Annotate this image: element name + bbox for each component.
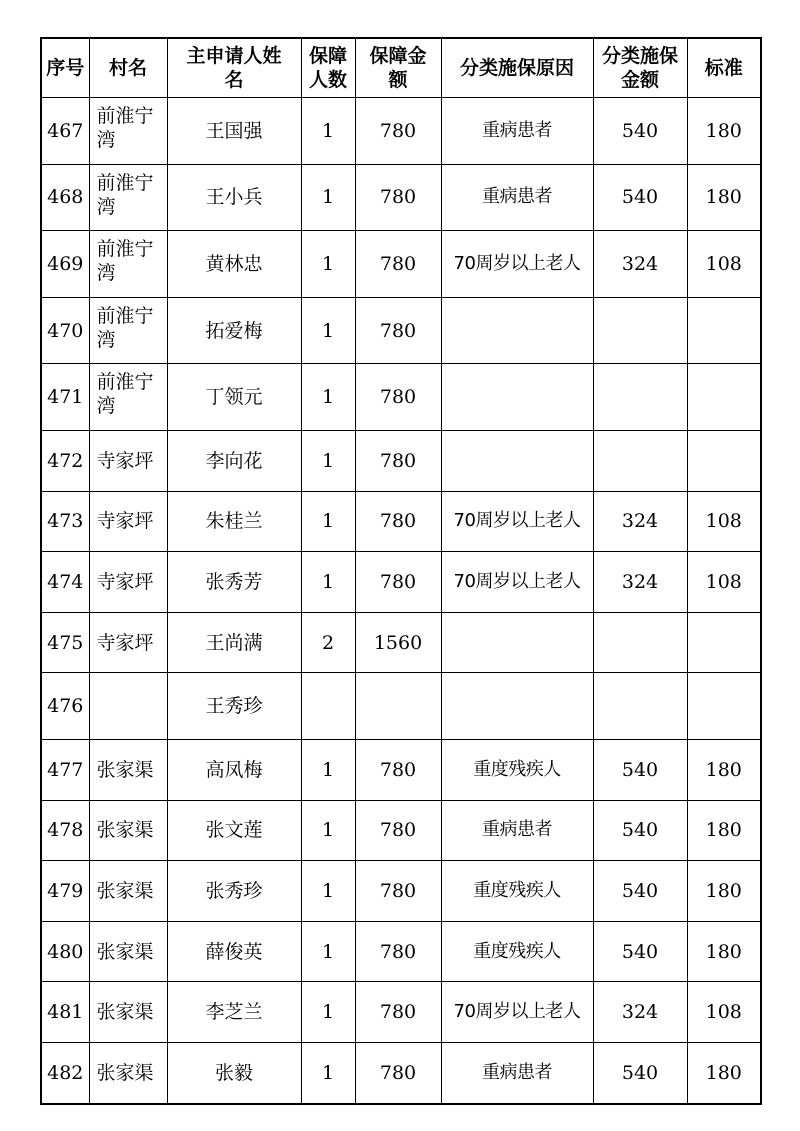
cell-amount: 780 xyxy=(355,982,441,1043)
cell-seq: 475 xyxy=(41,612,89,673)
cell-amount: 780 xyxy=(355,98,441,165)
table-row xyxy=(41,1042,761,1103)
table-row xyxy=(41,921,761,982)
cell-seq: 477 xyxy=(41,739,89,800)
cell-amount: 780 xyxy=(355,800,441,861)
cell-class-amount xyxy=(593,430,687,491)
header-row xyxy=(41,38,761,98)
cell-amount: 780 xyxy=(355,1042,441,1103)
cell-reason: 重度残疾人 xyxy=(441,739,593,800)
cell-village: 寺家坪 xyxy=(89,552,167,613)
cell-village: 张家渠 xyxy=(89,861,167,922)
cell-village: 张家渠 xyxy=(89,1042,167,1103)
cell-village: 寺家坪 xyxy=(89,491,167,552)
cell-reason: 重度残疾人 xyxy=(441,921,593,982)
cell-applicant: 朱桂兰 xyxy=(167,491,301,552)
header-class-amount: 分类施保金额 xyxy=(593,38,687,98)
cell-class-amount xyxy=(593,612,687,673)
cell-reason: 重病患者 xyxy=(441,1042,593,1103)
cell-village: 张家渠 xyxy=(89,982,167,1043)
cell-seq: 469 xyxy=(41,231,89,298)
cell-reason: 重度残疾人 xyxy=(441,861,593,922)
cell-applicant: 王秀珍 xyxy=(167,673,301,740)
cell-standard: 108 xyxy=(687,231,761,298)
cell-reason: 70周岁以上老人 xyxy=(441,982,593,1043)
cell-class-amount: 324 xyxy=(593,982,687,1043)
table-row xyxy=(41,231,761,298)
cell-standard: 180 xyxy=(687,98,761,165)
cell-standard xyxy=(687,430,761,491)
cell-class-amount: 540 xyxy=(593,98,687,165)
cell-persons xyxy=(301,673,355,740)
cell-class-amount xyxy=(593,364,687,431)
cell-amount: 780 xyxy=(355,739,441,800)
cell-seq: 482 xyxy=(41,1042,89,1103)
cell-persons: 1 xyxy=(301,491,355,552)
cell-class-amount xyxy=(593,673,687,740)
cell-village: 前淮宁湾 xyxy=(89,297,167,364)
cell-seq: 467 xyxy=(41,98,89,165)
cell-class-amount: 540 xyxy=(593,739,687,800)
header-reason: 分类施保原因 xyxy=(441,38,593,98)
cell-persons: 1 xyxy=(301,982,355,1043)
cell-amount: 780 xyxy=(355,364,441,431)
cell-standard: 180 xyxy=(687,800,761,861)
cell-applicant: 王小兵 xyxy=(167,164,301,231)
cell-class-amount: 540 xyxy=(593,1042,687,1103)
cell-village: 寺家坪 xyxy=(89,430,167,491)
cell-applicant: 王国强 xyxy=(167,98,301,165)
cell-applicant: 张秀珍 xyxy=(167,861,301,922)
cell-village: 前淮宁湾 xyxy=(89,231,167,298)
cell-seq: 474 xyxy=(41,552,89,613)
cell-class-amount: 540 xyxy=(593,861,687,922)
table-row xyxy=(41,739,761,800)
cell-amount: 780 xyxy=(355,164,441,231)
cell-class-amount xyxy=(593,297,687,364)
cell-village: 寺家坪 xyxy=(89,612,167,673)
header-applicant: 主申请人姓名 xyxy=(167,38,301,98)
cell-amount: 780 xyxy=(355,861,441,922)
table-row xyxy=(41,612,761,673)
cell-amount: 780 xyxy=(355,491,441,552)
cell-seq: 470 xyxy=(41,297,89,364)
header-seq: 序号 xyxy=(41,38,89,98)
cell-persons: 1 xyxy=(301,739,355,800)
header-persons: 保障人数 xyxy=(301,38,355,98)
cell-reason xyxy=(441,297,593,364)
cell-persons: 1 xyxy=(301,98,355,165)
table-row xyxy=(41,982,761,1043)
cell-standard: 180 xyxy=(687,1042,761,1103)
cell-applicant: 李向花 xyxy=(167,430,301,491)
cell-reason xyxy=(441,673,593,740)
cell-applicant: 丁领元 xyxy=(167,364,301,431)
table-row xyxy=(41,800,761,861)
assistance-table xyxy=(40,37,762,1105)
table-row xyxy=(41,364,761,431)
cell-applicant: 张毅 xyxy=(167,1042,301,1103)
cell-seq: 481 xyxy=(41,982,89,1043)
cell-persons: 1 xyxy=(301,800,355,861)
cell-reason xyxy=(441,612,593,673)
cell-standard: 180 xyxy=(687,164,761,231)
cell-amount: 780 xyxy=(355,552,441,613)
cell-village xyxy=(89,673,167,740)
cell-class-amount: 324 xyxy=(593,552,687,613)
table-row xyxy=(41,430,761,491)
header-standard: 标准 xyxy=(687,38,761,98)
cell-applicant: 王尚满 xyxy=(167,612,301,673)
header-village: 村名 xyxy=(89,38,167,98)
cell-village: 前淮宁湾 xyxy=(89,364,167,431)
cell-standard xyxy=(687,673,761,740)
cell-persons: 1 xyxy=(301,921,355,982)
cell-standard: 180 xyxy=(687,739,761,800)
cell-applicant: 薛俊英 xyxy=(167,921,301,982)
table-row xyxy=(41,861,761,922)
table-body xyxy=(41,98,761,1104)
cell-applicant: 李芝兰 xyxy=(167,982,301,1043)
cell-seq: 478 xyxy=(41,800,89,861)
cell-amount: 780 xyxy=(355,430,441,491)
cell-applicant: 高凤梅 xyxy=(167,739,301,800)
cell-amount: 780 xyxy=(355,297,441,364)
cell-standard xyxy=(687,364,761,431)
table-row xyxy=(41,552,761,613)
cell-reason: 70周岁以上老人 xyxy=(441,231,593,298)
cell-standard: 108 xyxy=(687,491,761,552)
header-amount: 保障金额 xyxy=(355,38,441,98)
table-row xyxy=(41,491,761,552)
cell-persons: 1 xyxy=(301,231,355,298)
cell-seq: 468 xyxy=(41,164,89,231)
cell-village: 张家渠 xyxy=(89,800,167,861)
cell-class-amount: 324 xyxy=(593,231,687,298)
cell-persons: 2 xyxy=(301,612,355,673)
cell-applicant: 黄林忠 xyxy=(167,231,301,298)
cell-reason xyxy=(441,430,593,491)
cell-class-amount: 540 xyxy=(593,921,687,982)
cell-standard: 108 xyxy=(687,552,761,613)
cell-seq: 479 xyxy=(41,861,89,922)
table-row xyxy=(41,297,761,364)
cell-standard xyxy=(687,297,761,364)
cell-applicant: 张文莲 xyxy=(167,800,301,861)
cell-standard: 180 xyxy=(687,921,761,982)
cell-persons: 1 xyxy=(301,430,355,491)
cell-amount: 780 xyxy=(355,231,441,298)
cell-seq: 476 xyxy=(41,673,89,740)
cell-class-amount: 540 xyxy=(593,800,687,861)
cell-persons: 1 xyxy=(301,297,355,364)
cell-reason: 重病患者 xyxy=(441,800,593,861)
cell-reason xyxy=(441,364,593,431)
cell-persons: 1 xyxy=(301,861,355,922)
cell-applicant: 拓爱梅 xyxy=(167,297,301,364)
cell-reason: 重病患者 xyxy=(441,98,593,165)
cell-standard: 180 xyxy=(687,861,761,922)
cell-class-amount: 324 xyxy=(593,491,687,552)
cell-standard xyxy=(687,612,761,673)
cell-reason: 70周岁以上老人 xyxy=(441,552,593,613)
cell-persons: 1 xyxy=(301,552,355,613)
table-row xyxy=(41,673,761,740)
cell-seq: 471 xyxy=(41,364,89,431)
cell-amount: 1560 xyxy=(355,612,441,673)
cell-amount: 780 xyxy=(355,921,441,982)
cell-persons: 1 xyxy=(301,164,355,231)
cell-village: 张家渠 xyxy=(89,739,167,800)
table-row xyxy=(41,98,761,165)
cell-seq: 472 xyxy=(41,430,89,491)
cell-village: 张家渠 xyxy=(89,921,167,982)
cell-class-amount: 540 xyxy=(593,164,687,231)
cell-reason: 重病患者 xyxy=(441,164,593,231)
cell-seq: 473 xyxy=(41,491,89,552)
cell-seq: 480 xyxy=(41,921,89,982)
cell-village: 前淮宁湾 xyxy=(89,98,167,165)
cell-persons: 1 xyxy=(301,1042,355,1103)
cell-standard: 108 xyxy=(687,982,761,1043)
cell-persons: 1 xyxy=(301,364,355,431)
table-row xyxy=(41,164,761,231)
cell-amount xyxy=(355,673,441,740)
cell-village: 前淮宁湾 xyxy=(89,164,167,231)
cell-applicant: 张秀芳 xyxy=(167,552,301,613)
cell-reason: 70周岁以上老人 xyxy=(441,491,593,552)
